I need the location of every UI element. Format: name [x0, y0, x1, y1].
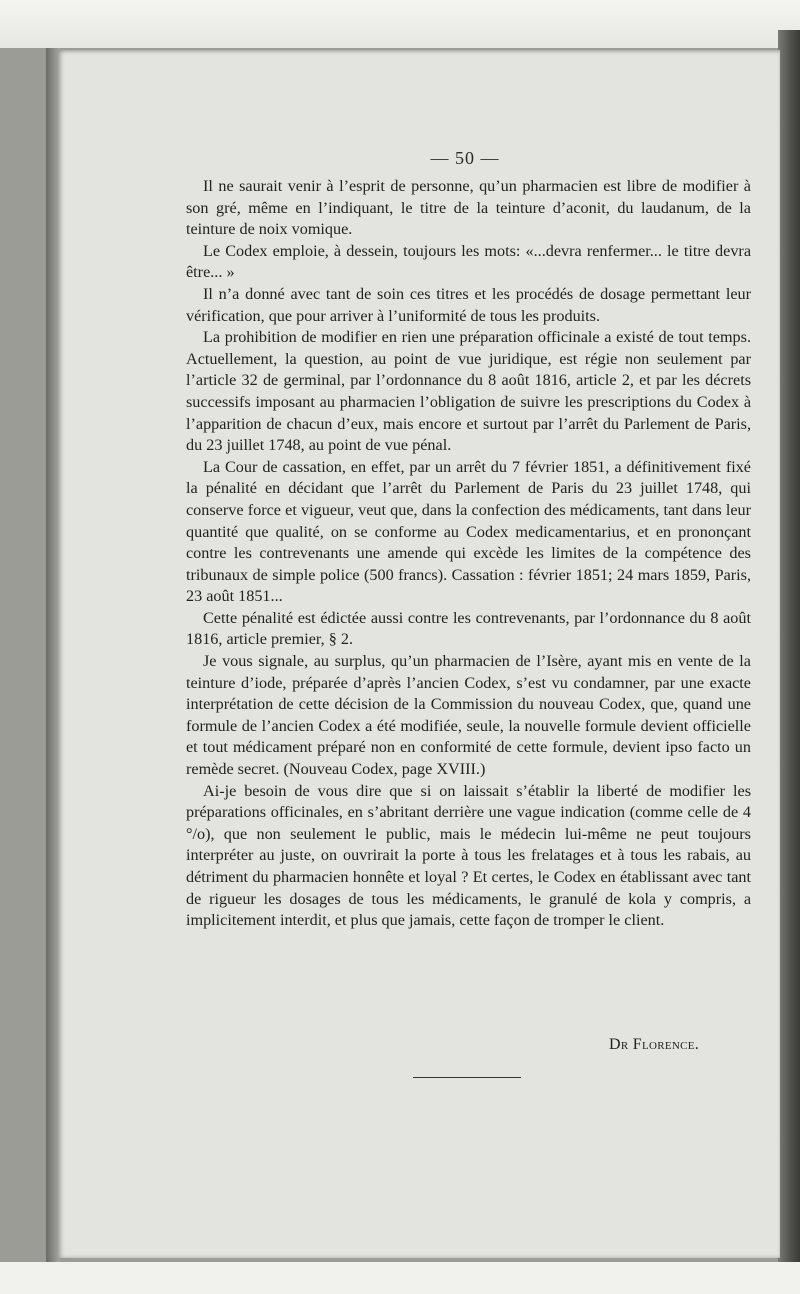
closing-rule — [413, 1077, 521, 1078]
paragraph-8: Ai-je besoin de vous dire que si on laissait s’établir la liberté de modifier les préparations officinales, en s’abritant derrière une vague indication (comme celle de 4 °/o), que non seulement le public, mais le médecin lui-même ne peut toujours interpréter au juste, on ouvrirait la porte à tous les frelatages et à tous les rabais, au détriment du pharmacien honnête et loyal ? Et certes, le Codex en établissant avec tant de rigueur les dosages de tous les médicaments, le granulé de kola y compris, a implicitement interdit, et plus que jamais, cette façon de tromper le client. — [186, 781, 751, 930]
book-spine-edge — [778, 30, 800, 1270]
scan-bottom-margin — [0, 1262, 800, 1294]
author-signature: Dr Florence. — [609, 1036, 700, 1053]
paragraph-6: Cette pénalité est édictée aussi contre les contrevenants, par l’ordonnance du 8 août 1816, article premier, § 2. — [186, 608, 751, 649]
paragraph-2: Le Codex emploie, à dessein, toujours les mots: «...devra renfermer... le titre devra être... » — [186, 241, 751, 282]
paragraph-7: Je vous signale, au surplus, qu’un pharmacien de l’Isère, ayant mis en vente de la teinture d’iode, préparée d’après l’ancien Codex, s’est vu condamner, par une exacte interprétation de cette décision de la Commission du nouveau Codex, que, quand une formule de l’ancien Codex a été modifiée, seule, la nouvelle formule devient officielle et tout médicament préparé non en conformité de cette formule, devient ipso facto un remède secret. (Nouveau Codex, page XVIII.) — [186, 652, 751, 779]
scan-top-margin — [0, 0, 800, 48]
page-number: — 50 — — [430, 148, 500, 168]
paragraph-3: Il n’a donné avec tant de soin ces titres et les procédés de dosage permettant leur vérification, que pour arriver à l’uniformité de tous les produits. — [186, 284, 751, 325]
paragraph-1: Il ne saurait venir à l’esprit de personne, qu’un pharmacien est libre de modifier à son gré, même en l’indiquant, le titre de la teinture d’aconit, du laudanum, de la teinture de noix vomique. — [186, 177, 751, 239]
paragraph-4: La prohibition de modifier en rien une préparation officinale a existé de tout temps. Actuellement, la question, au point de vue juridique, est régie non seulement par l’article 32 de germinal, par l’ordonnance du 8 août 1816, article 2, et par les décrets successifs imposant au pharmacien l’obligation de suivre les prescriptions du Codex à l’apparition de chacun d’eux, mais encore et surtout par l’arrêt du Parlement de Paris, du 23 juillet 1748, au point de vue pénal. — [186, 328, 751, 455]
body-text — [186, 176, 751, 932]
paragraph-5: La Cour de cassation, en effet, par un arrêt du 7 février 1851, a définitivement fixé la pénalité en décidant que l’arrêt du Parlement de Paris du 23 juillet 1748, qui conserve force et vigueur, veut que, dans la confection des médicaments, tant dans leur quantité que qualité, on se conforme au Codex medicamentarius, et en prononçant contre les contrevenants une amende qui excède les limites de la compétence des tribunaux de simple police (500 francs). Cassation : février 1851; 24 mars 1859, Paris, 23 août 1851... — [186, 457, 751, 606]
